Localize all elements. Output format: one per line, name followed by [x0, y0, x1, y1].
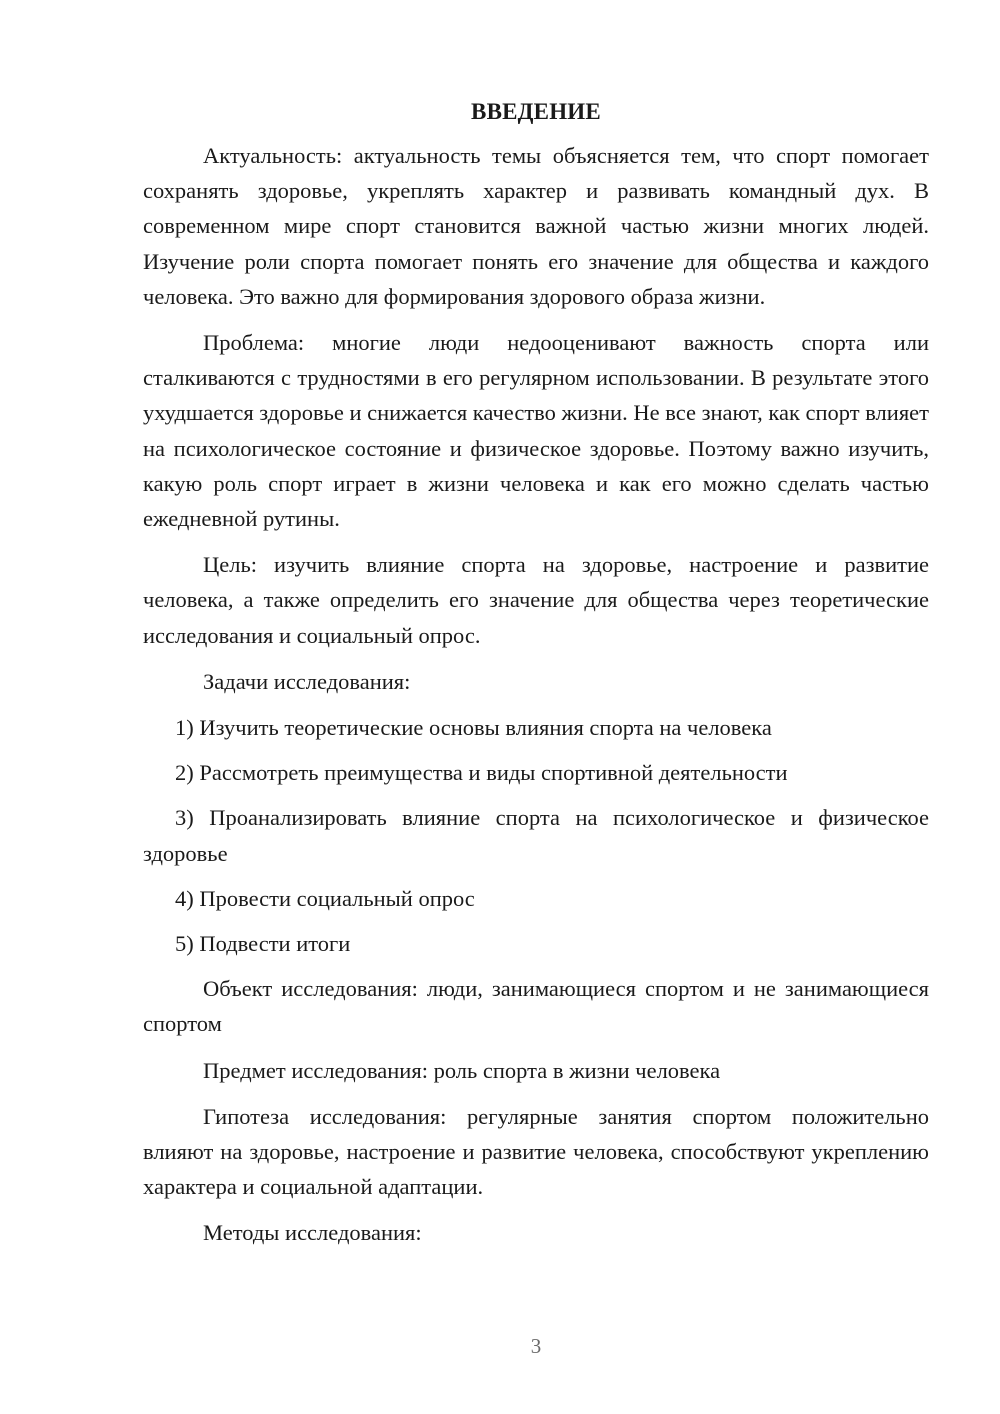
- task-item-5: 5) Подвести итоги: [175, 931, 351, 957]
- paragraph-methods-heading: Методы исследования:: [203, 1220, 422, 1246]
- paragraph-problem: Проблема: многие люди недооценивают важность спорта или сталкиваются с трудностями в его регулярном использовании. В результате этого ухудшается здоровье и снижается качество жизни. Не все знают, как спорт влияет на психологическое состояние и физическое здоровье. Поэтому важно изучить, какую роль спорт играет в жизни человека и как его можно сделать частью ежедневной рутины.: [143, 330, 929, 532]
- paragraph-tasks-heading: Задачи исследования:: [203, 668, 411, 694]
- document-body: [143, 94, 929, 1262]
- task-item-3: 3) Проанализировать влияние спорта на психологическое и физическое здоровье: [143, 805, 929, 866]
- task-item-1: 1) Изучить теоретические основы влияния спорта на человека: [175, 715, 772, 741]
- paragraph-relevance: Актуальность: актуальность темы объясняется тем, что спорт помогает сохранять здоровье, укреплять характер и развивать командный дух. В современном мире спорт становится важной частью жизни многих людей. Изучение роли спорта помогает понять его значение для общества и каждого человека. Это важно для формирования здорового образа жизни.: [143, 143, 929, 309]
- paragraph-object: Объект исследования: люди, занимающиеся спортом и не занимающиеся спортом: [143, 976, 929, 1037]
- task-item-4: 4) Провести социальный опрос: [175, 885, 475, 911]
- paragraph-subject: Предмет исследования: роль спорта в жизни человека: [203, 1057, 721, 1083]
- task-item-2: 2) Рассмотреть преимущества и виды спортивной деятельности: [175, 760, 788, 786]
- paragraph-goal: Цель: изучить влияние спорта на здоровье, настроение и развитие человека, а также определить его значение для общества через теоретические исследования и социальный опрос.: [143, 552, 929, 648]
- section-title: ВВЕДЕНИЕ: [471, 99, 601, 124]
- paragraph-hypothesis: Гипотеза исследования: регулярные занятия спортом положительно влияют на здоровье, настроение и развитие человека, способствуют укреплению характера и социальной адаптации.: [143, 1103, 929, 1200]
- page-number: 3: [530, 1334, 542, 1358]
